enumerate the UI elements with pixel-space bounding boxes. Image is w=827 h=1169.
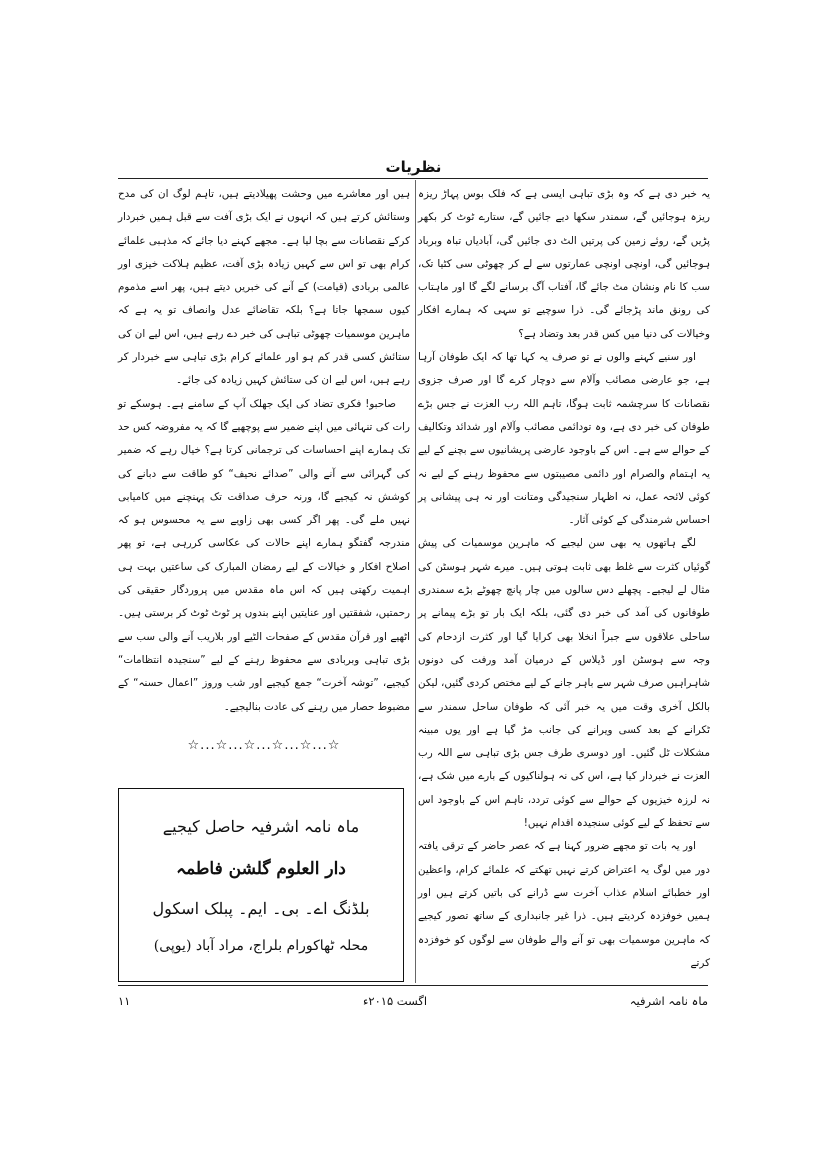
paragraph: اور یہ بات تو مجھے ضرور کہنا ہے کہ عصر حاضر کے ترقی یافتہ دور میں لوگ یہ اعتراض کرتے نہیں تھکتے کہ علمائے کرام، واعظین اور خطبائے اسلام عذاب آخرت سے ڈرانے کی باتیں کرتے ہیں اور ہمیں خوفزدہ کردیتے ہیں۔ ذرا غیر جانبداری کے ساتھ تصور کیجیے کہ ماہرین موسمیات بھی تو آنے والے طوفان سے لوگوں کو خوفزدہ کرتے [418, 840, 710, 969]
ad-address: محلہ ٹھاکورام بلراج، مراد آباد (یوپی) [153, 938, 369, 954]
paragraph: لگے ہاتھوں یہ بھی سن لیجیے کہ ماہرین موسمیات کی پیش گوئیاں کثرت سے غلط بھی ثابت ہوتی ہیں۔ میرے شہر ہوسٹن کی مثال لے لیجیے۔ پچھلے دس سالوں میں چار پانچ چھوٹے بڑے سمندری طوفانوں کی آمد کی خبر دی گئی، بلکہ ایک بار تو بڑے پیمانے پر ساحلی علاقوں سے جبراً انخلا بھی کرایا گیا اور کثرت ازدحام کی وجہ سے ہوسٹن اور ڈیلاس کے درمیان آمد ورفت کی دونوں شاہراہیں صرف شہر سے باہر جانے کے لیے مختص کردی گئیں، لیکن بالکل آخری وقت میں یہ خبر آئی کہ طوفان ساحل سمندر سے ٹکرانے کے بعد کسی ویرانے کی جانب مڑ گیا ہے اور یوں مبینہ مشکلات ٹل گئیں۔ اور دوسری طرف جس بڑی تباہی سے اللہ رب العزت نے خبردار کیا ہے، اس کی نہ ہولناکیوں کے بارے میں شک ہے، نہ لرزہ خیزیوں کے حوالے سے کوئی تردد، تاہم اس کے باوجود اس سے تحفظ کے لیے کوئی سنجیدہ اقدام نہیں! [418, 537, 710, 830]
header-rule [118, 178, 708, 179]
paragraph: ہیں اور معاشرے میں وحشت پھیلادیتے ہیں، تاہم لوگ ان کی مدح وستائش کرتے ہیں کہ انہوں نے ایک بڑی آفت سے قبل ہمیں خبردار کرکے نقصانات سے بچا لیا ہے۔ مجھے کہنے دیا جائے کہ مذہبی علمائے کرام بھی تو اس سے کہیں زیادہ بڑی آفت، عظیم ہلاکت خیزی اور عالمی بربادی (قیامت) کے آنے کی خبریں دیتے ہیں، پھر اسے مذموم کیوں سمجھا جاتا ہے؟ بلکہ تقاضائے عدل وانصاف تو یہ ہے کہ ماہرین موسمیات چھوٹی تباہی کی خبر دے رہے ہیں، اس لیے ان کی ستائش کسی قدر کم ہو اور علمائے کرام بڑی تباہی سے خبردار کر رہے ہیں، اس لیے ان کی ستائش کہیں زیادہ کی جائے۔ [118, 188, 410, 387]
footer-rule [118, 985, 708, 986]
ad-institution: دار العلوم گلشن فاطمہ [176, 859, 346, 879]
paragraph: یہ خبر دی ہے کہ وہ بڑی تباہی ایسی ہے کہ فلک بوس پہاڑ ریزہ ریزہ ہوجائیں گے، سمندر سکھا دیے جائیں گے، ستارے ٹوٹ کر بکھر پڑیں گے، روئے زمین کی پرتیں الٹ دی جائیں گی، آبادیاں تباہ وبرباد ہوجائیں گی، اونچی اونچی عمارتوں سے لے کر چھوٹی سی کٹیا تک، سب کا نام ونشان مٹ جائے گا، آفتاب آگ برسانے لگے گا اور ماہتاب کی رونق ماند پڑجائے گی۔ ذرا سوچیے تو سہی کہ ہمارے افکار وخیالات کی دنیا میں کس قدر بعد وتضاد ہے؟ [418, 188, 710, 340]
article-column-left [118, 183, 410, 719]
ad-building: بلڈنگ اے۔ بی۔ ایم۔ پبلک اسکول [152, 899, 370, 918]
paragraph: اور سنیے کہنے والوں نے تو صرف یہ کہا تھا کہ ایک طوفان آرہا ہے، جو عارضی مصائب وآلام سے دوچار کرے گا اور صرف جزوی نقصانات کا سرچشمہ ثابت ہوگا، تاہم اللہ رب العزت نے جس بڑے طوفان کی خبر دی ہے، وہ تودائمی مصائب وآلام اور شدائد وتکالیف کے حوالے سے ہے۔ اس کے باوجود عارضی پریشانیوں سے بچنے کے لیے یہ اہتمام والصرام اور دائمی مصیبتوں سے محفوظ رہنے کے لیے نہ کوئی لائحہ عمل، نہ اظہار سنجیدگی ومتانت اور نہ ہی پیشانی پر احساس شرمندگی کے کوئی آثار۔ [418, 351, 710, 527]
page-number: ۱۱ [118, 994, 131, 1008]
page-footer [118, 994, 708, 1016]
page-section-title: نظریات [385, 158, 442, 176]
section-separator: ☆...☆...☆...☆...☆...☆ [187, 738, 341, 753]
article-column-right [418, 183, 710, 975]
subscription-advertisement [118, 788, 404, 982]
paragraph: صاحبو! فکری تضاد کی ایک جھلک آپ کے سامنے ہے۔ ہوسکے تو رات کی تنہائی میں اپنے ضمیر سے پوچھیے گا کہ یہ مفروضہ کس حد تک ہمارے اپنے احساسات کی ترجمانی کرتا ہے؟ خیال رہے کہ ضمیر کی گہرائی سے آنے والی ”صدائے نحیف“ کو طاقت سے دبانے کی کوشش نہ کیجیے گا، ورنہ حرف صداقت تک پہنچنے میں کامیابی نہیں ملے گی۔ پھر اگر کسی بھی زاویے سے یہ محسوس ہو کہ مندرجہ گفتگو ہمارے اپنے حالات کی عکاسی کررہی ہے، تو پھر اصلاح افکار و خیالات کے لیے رمضان المبارک کی ساعتیں بہت ہی اہمیت رکھتی ہیں کہ اس ماہ مقدس میں پروردگار حقیقی کی رحمتیں، شفقتیں اور عنایتیں اپنے بندوں پر ٹوٹ ٹوٹ کر برستی ہیں۔ اٹھیے اور قرآن مقدس کے صفحات الٹیے اور بلاریب آنے والی سب سے بڑی تباہی وبربادی سے محفوظ رہنے کے لیے ”سنجیدہ انتظامات“ کیجیے، ”توشہ آخرت“ جمع کیجیے اور شب وروز ”اعمال حسنہ“ کے مضبوط حصار میں رہنے کی عادت بنالیجیے۔ [118, 397, 410, 713]
ad-headline: ماہ نامہ اشرفیہ حاصل کیجیے [162, 817, 360, 836]
publication-name: ماہ نامہ اشرفیہ [629, 994, 708, 1008]
issue-date: اگست ۲۰۱۵ء [363, 994, 428, 1008]
column-divider [415, 180, 416, 983]
